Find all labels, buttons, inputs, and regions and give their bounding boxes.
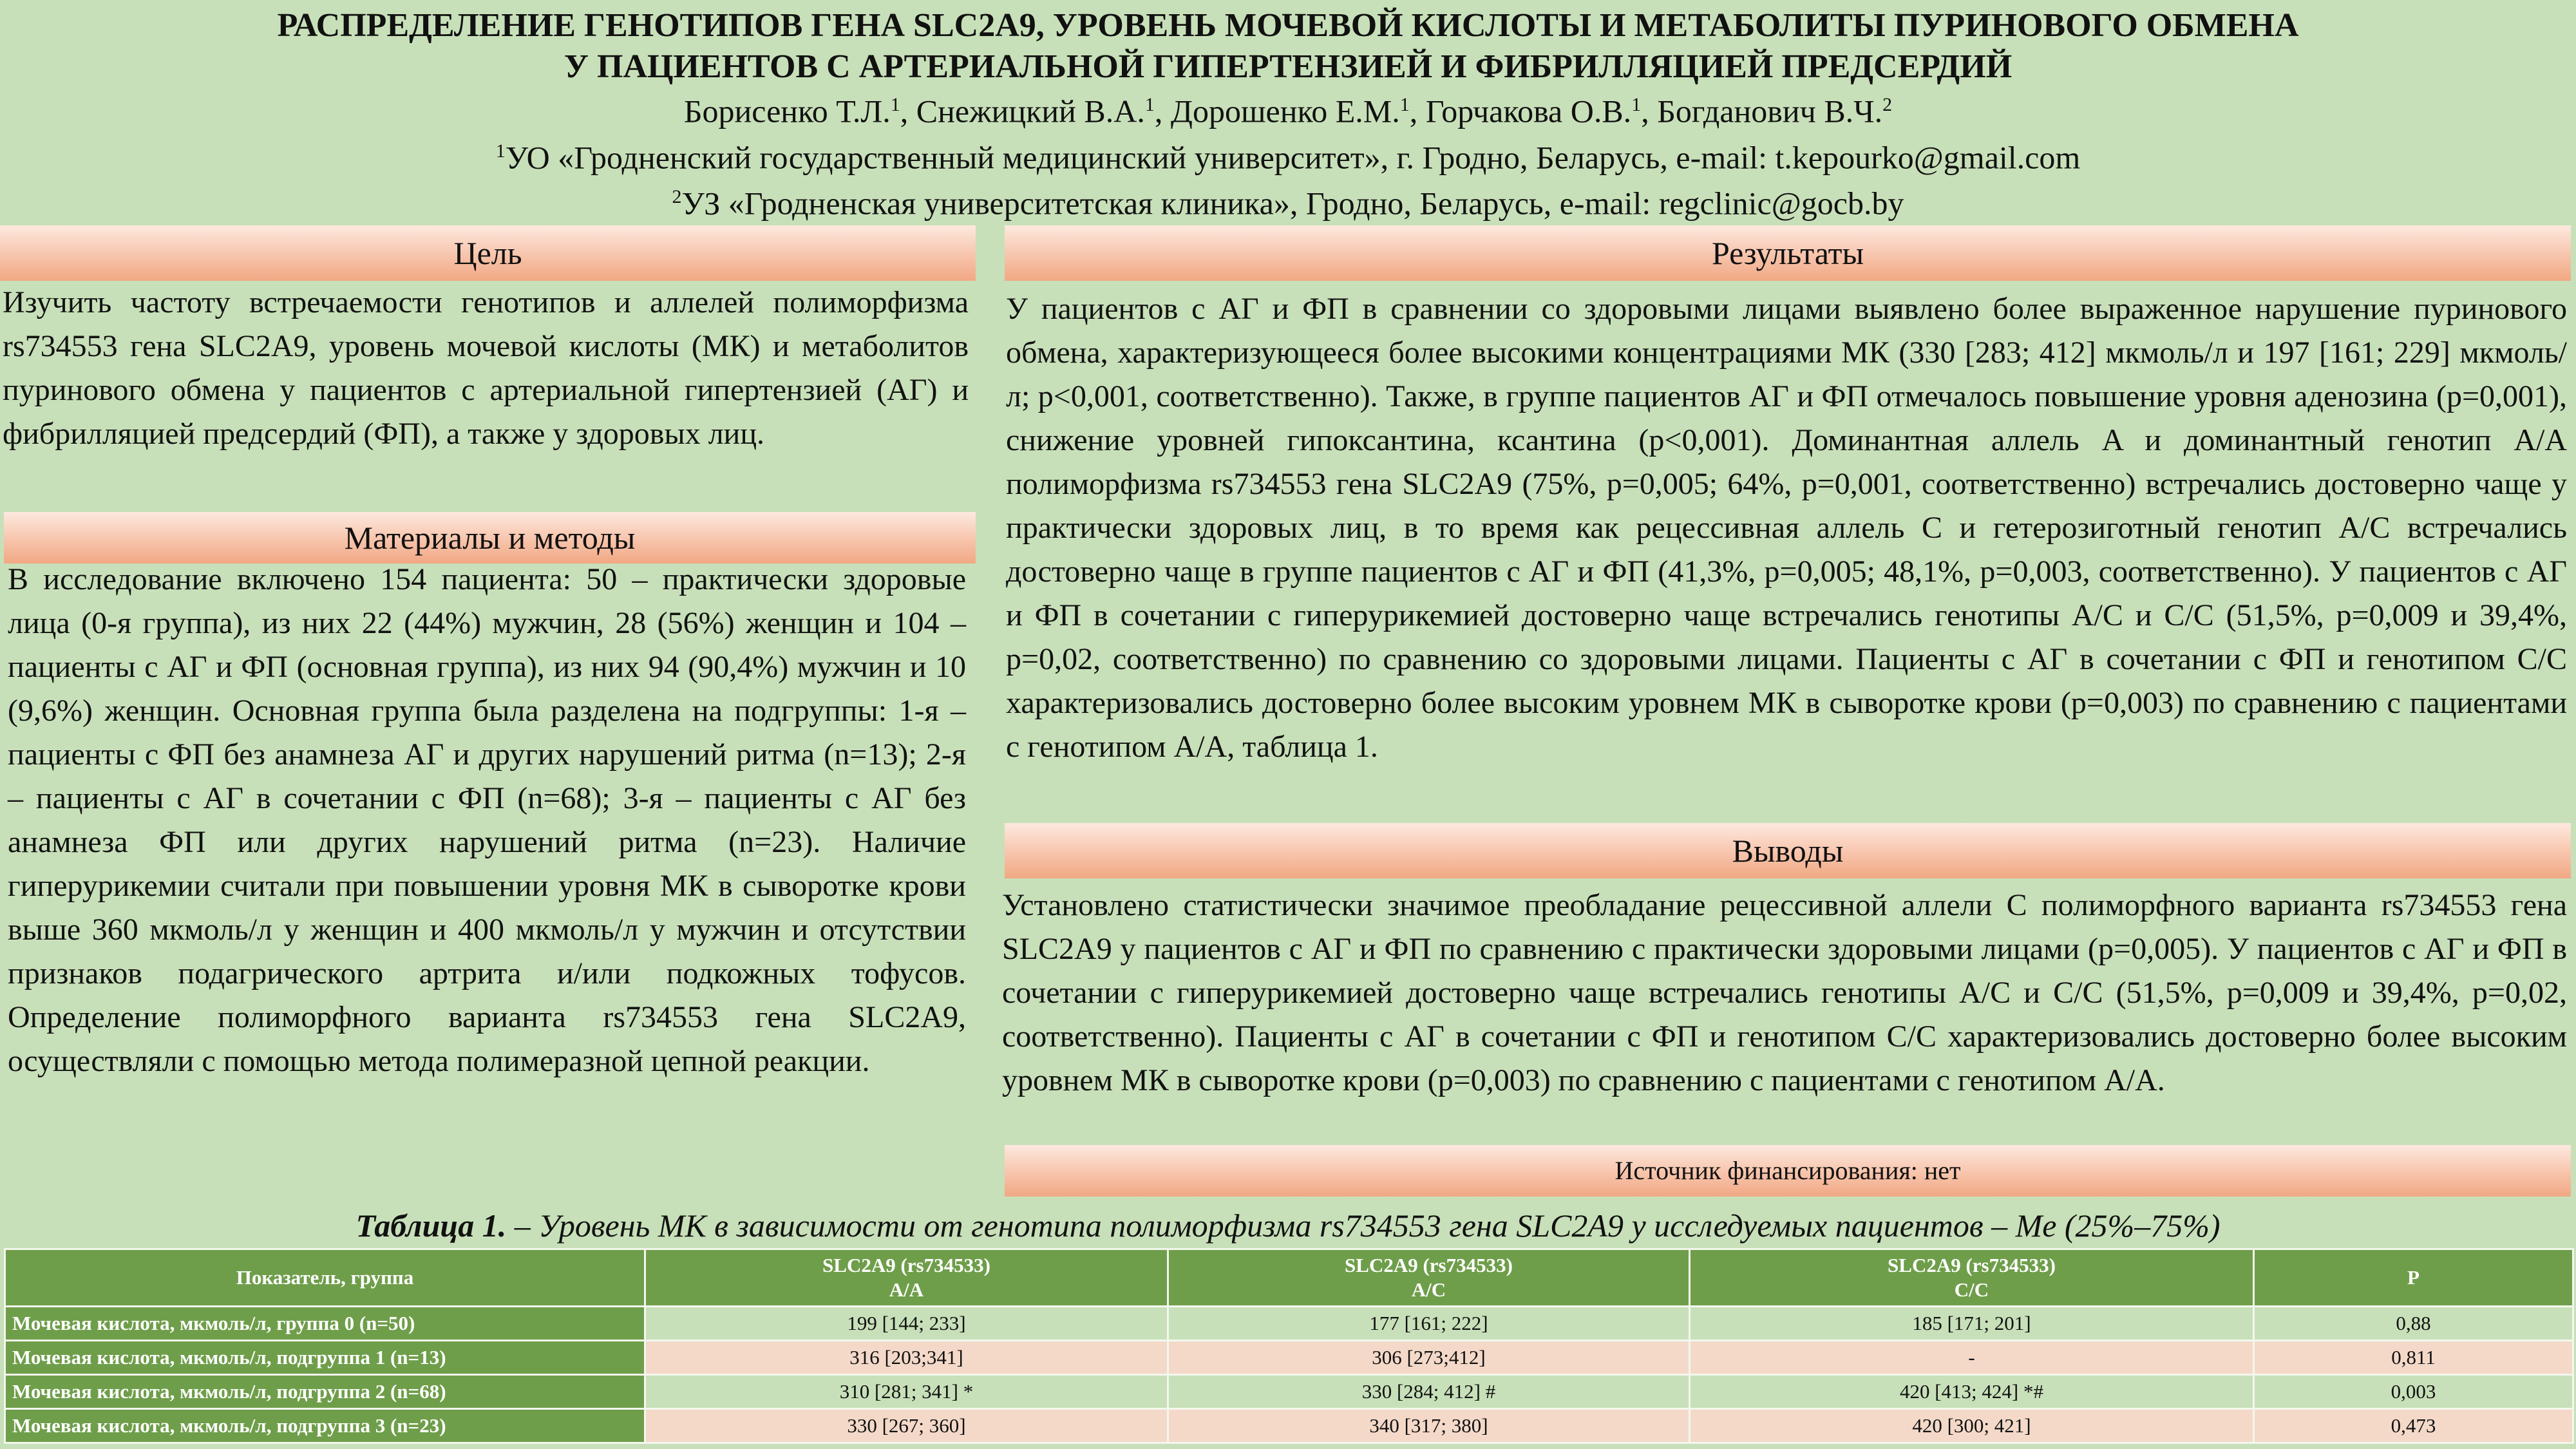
author-affiliation-mark: 1: [890, 94, 900, 115]
cell-aa: 316 [203;341]: [645, 1341, 1168, 1375]
methods-heading: Материалы и методы: [4, 512, 976, 564]
methods-text: В исследование включено 154 пациента: 50 – практически здоровые лица (0-я группа), из них 22 (44%) мужчин, 28 (56%) женщин и 104 – пациенты с АГ и ФП (основная группа), из них 94 (90,4%) мужчин и 10 (9,6%) женщин. Основная группа была разделена на подгруппы: 1-я – пациенты с ФП без анамнеза АГ и других нарушений ритма (n=13); 2-я – пациенты с АГ в сочетании с ФП (n=68); 3-я – пациенты с АГ без анамнеза ФП или других нарушений ритма (n=23). Наличие гиперурикемии считали при повышении уровня МК в сыворотке крови выше 360 мкмоль/л у женщин и 400 мкмоль/л у мужчин и отсутствии признаков подагрического артрита и/или подкожных тофусов. Определение полиморфного варианта rs734553 гена SLC2A9, осуществляли с помощью метода полимеразной цепной реакции.: [8, 562, 966, 1078]
author-affiliation-mark: 1: [1631, 94, 1642, 115]
poster-title: [0, 5, 2576, 88]
header-genotype-cc: SLC2A9 (rs734533) C/C: [1690, 1249, 2254, 1307]
cell-cc: -: [1690, 1341, 2254, 1375]
cell-ac: 330 [284; 412] #: [1168, 1375, 1690, 1409]
affiliation-2: [0, 177, 2576, 223]
row-label: Мочевая кислота, мкмоль/л, группа 0 (n=50): [5, 1307, 645, 1341]
results-heading: Результаты: [1005, 225, 2571, 281]
author-name: Богданович В.Ч.: [1657, 93, 1883, 129]
conclusions-text: Установлено статистически значимое преобладание рецессивной аллели С полиморфного варианта rs734553 гена SLC2A9 у пациентов с АГ и ФП по сравнению с практически здоровыми лицами (p=0,005). У пациентов с АГ и ФП в сочетании с гиперурикемией достоверно чаще встречались генотипы A/C и C/C (51,5%, p=0,009 и 39,4%, p=0,02, соответственно). Пациенты с АГ в сочетании с ФП и генотипом С/С характеризовались достоверно более высоким уровнем МК в сыворотке крови (p=0,003) по сравнению с пациентами с генотипом A/A.: [1002, 888, 2567, 1097]
affiliation-1-number: 1: [495, 140, 506, 162]
affiliation-2-text: УЗ «Гродненская университетская клиника», Гродно, Беларусь, e-mail: regclinic@gocb.by: [681, 185, 1904, 222]
author-name: Горчакова О.В.: [1425, 93, 1632, 129]
affiliation-1: [0, 131, 2576, 178]
table-row: [5, 1409, 2573, 1443]
row-label: Мочевая кислота, мкмоль/л, подгруппа 3 (n=23): [5, 1409, 645, 1443]
table-caption: [0, 1206, 2576, 1245]
author-affiliation-mark: 2: [1882, 94, 1893, 115]
cell-p: 0,88: [2254, 1307, 2573, 1341]
cell-cc: 185 [171; 201]: [1690, 1307, 2254, 1341]
row-label: Мочевая кислота, мкмоль/л, подгруппа 1 (n=13): [5, 1341, 645, 1375]
cell-cc: 420 [300; 421]: [1690, 1409, 2254, 1443]
conclusions-heading: Выводы: [1005, 823, 2571, 878]
cell-p: 0,473: [2254, 1409, 2573, 1443]
table-caption-text: – Уровень МК в зависимости от генотипа полиморфизма rs734553 гена SLC2A9 у исследуемых пациентов – Me (25%–75%): [506, 1208, 2221, 1244]
table-caption-label: Таблица 1.: [355, 1208, 507, 1244]
header-genotype-ac: SLC2A9 (rs734533) A/C: [1168, 1249, 1690, 1307]
cell-aa: 310 [281; 341] *: [645, 1375, 1168, 1409]
authors-block: [0, 85, 2576, 223]
cell-aa: 330 [267; 360]: [645, 1409, 1168, 1443]
affiliation-1-text: УО «Гродненский государственный медицинский университет», г. Гродно, Беларусь, e-mail: t.kepourko@gmail.com: [505, 139, 2081, 176]
table-row: [5, 1307, 2573, 1341]
table-row: [5, 1375, 2573, 1409]
author-affiliation-mark: 1: [1144, 94, 1155, 115]
authors-line: Борисенко Т.Л.$^1$, Снежицкий В.А.$^1$, Дорошенко Е.М.$^1$, Горчакова О.В.$^1$, Богданович В.Ч.$^2$: [683, 93, 1893, 129]
author-name: Дорошенко Е.М.: [1170, 93, 1400, 129]
funding-note: Источник финансирования: нет: [1005, 1145, 2571, 1197]
author-affiliation-mark: 1: [1399, 94, 1410, 115]
header-p-value: P: [2254, 1249, 2573, 1307]
table-row: [5, 1341, 2573, 1375]
cell-cc: 420 [413; 424] *#: [1690, 1375, 2254, 1409]
cell-ac: 177 [161; 222]: [1168, 1307, 1690, 1341]
author-name: Снежицкий В.А.: [916, 93, 1145, 129]
header-indicator: Показатель, группа: [5, 1249, 645, 1307]
table-header-row: [5, 1249, 2573, 1307]
affiliation-2-number: 2: [672, 186, 682, 208]
aim-heading: Цель: [0, 225, 976, 281]
results-text: У пациентов с АГ и ФП в сравнении со здоровыми лицами выявлено более выраженное нарушение пуринового обмена, характеризующееся более высокими концентрациями МК (330 [283; 412] мкмоль/л и 197 [161; 229] мкмоль/л; p<0,001, соответственно). Также, в группе пациентов АГ и ФП отмечалось повышение уровня аденозина (p=0,001), снижение уровней гипоксантина, ксантина (p<0,001). Доминантная аллель A и доминантный генотип A/A полиморфизма rs734553 гена SLC2A9 (75%, p=0,005; 64%, p=0,001, соответственно) встречались достоверно чаще у практически здоровых лиц, в то время как рецессивная аллель С и гетерозиготный генотип A/C встречались достоверно чаще в группе пациентов с АГ и ФП (41,3%, p=0,005; 48,1%, p=0,003, соответственно). У пациентов с АГ и ФП в сочетании с гиперурикемией достоверно чаще встречались генотипы A/C и C/C (51,5%, p=0,009 и 39,4%, p=0,02, соответственно) по сравнению со здоровыми лицами. Пациенты с АГ в сочетании с ФП и генотипом С/С характеризовались достоверно более высоким уровнем МК в сыворотке крови (p=0,003) по сравнению с пациентами с генотипом A/A, таблица 1.: [1006, 292, 2567, 764]
aim-text: Изучить частоту встречаемости генотипов и аллелей полиморфизма rs734553 гена SLC2A9, уровень мочевой кислоты (МК) и метаболитов пуринового обмена у пациентов с артериальной гипертензией (АГ) и фибрилляцией предсердий (ФП), а также у здоровых лиц.: [3, 285, 969, 451]
row-label: Мочевая кислота, мкмоль/л, подгруппа 2 (n=68): [5, 1375, 645, 1409]
title-line-2: У ПАЦИЕНТОВ С АРТЕРИАЛЬНОЙ ГИПЕРТЕНЗИЕЙ И ФИБРИЛЛЯЦИЕЙ ПРЕДСЕРДИЙ: [564, 48, 2012, 85]
cell-p: 0,003: [2254, 1375, 2573, 1409]
title-line-1: РАСПРЕДЕЛЕНИЕ ГЕНОТИПОВ ГЕНА SLC2A9, УРОВЕНЬ МОЧЕВОЙ КИСЛОТЫ И МЕТАБОЛИТЫ ПУРИНОВОГО ОБМЕНА: [277, 7, 2299, 44]
genotype-table: [4, 1248, 2574, 1444]
cell-p: 0,811: [2254, 1341, 2573, 1375]
cell-ac: 306 [273;412]: [1168, 1341, 1690, 1375]
cell-aa: 199 [144; 233]: [645, 1307, 1168, 1341]
author-name: Борисенко Т.Л.: [683, 93, 891, 129]
cell-ac: 340 [317; 380]: [1168, 1409, 1690, 1443]
header-genotype-aa: SLC2A9 (rs734533) A/A: [645, 1249, 1168, 1307]
